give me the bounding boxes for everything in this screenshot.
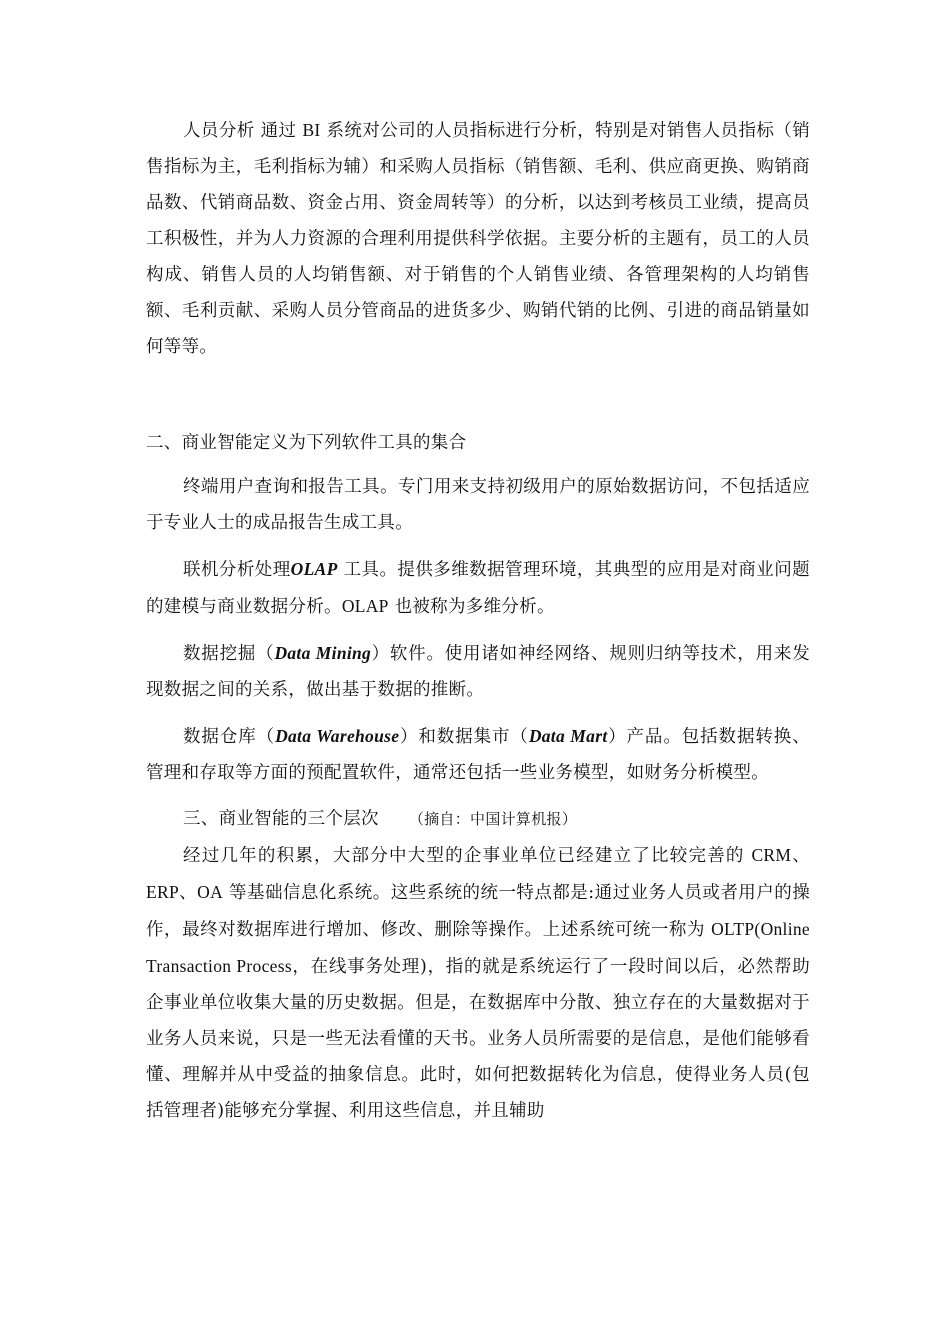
- oa-term: OA: [197, 882, 224, 902]
- text-run: 、: [791, 846, 810, 866]
- text-run: 经过几年的积累，大部分中大型的企事业单位已经建立了比较完善的: [183, 846, 752, 866]
- item-olap: [146, 551, 810, 625]
- text-run: 联机分析处理: [183, 560, 291, 580]
- spacer: [146, 365, 810, 425]
- olap-term: OLAP: [290, 559, 338, 579]
- text-run: 工具。提供多维数据管理环境，其典型的应用是对商业问题的建模与商业数据分析。: [146, 560, 810, 617]
- section2-heading: 二、商业智能定义为下列软件工具的集合: [146, 433, 467, 453]
- spacer: [146, 541, 810, 551]
- text-run: 也被称为多维分析。: [388, 597, 555, 617]
- spacer: [146, 625, 810, 635]
- text-run: 系统对公司的人员指标进行分析，特别是对销售人员指标（销售指标为主，毛利指标为辅）和采购人员指标（销售额、毛利、供应商更换、购销商品数、代销商品数、资金占用、资金周转等）的分析，以达到考核员工业绩，提高员工积极性，并为人力资源的合理利用提供科学依据。主要分析的主题有，员工的人员构成、销售人员的人均销售额、对于销售的个人销售业绩、各管理架构的人均销售额、毛利贡献、采购人员分管商品的进货多少、购销代销的比例、引进的商品销量如何等等。: [146, 121, 810, 357]
- item-data-mining: [146, 635, 810, 708]
- text-run: ）产品。包括数据转换、管理和存取等方面的预配置软件，通常还包括一些业务模型，如财务分析模型。: [146, 727, 810, 783]
- text-run: ）和数据集市（: [399, 727, 529, 747]
- item-data-warehouse: [146, 718, 810, 791]
- data-warehouse-term: Data Warehouse: [275, 726, 400, 746]
- crm-term: CRM: [751, 845, 792, 865]
- data-mining-term: Data Mining: [274, 643, 372, 663]
- personnel-analysis-paragraph: [146, 112, 810, 365]
- source-note: （摘自：中国计算机报）: [408, 810, 578, 828]
- text-run: 等基础信息化系统。这些系统的统一特点都是:通过业务人员或者用户的操作，最终对数据库进行增加、修改、删除等操作。上述系统可统一称为: [146, 883, 810, 940]
- spacer: [146, 708, 810, 718]
- text-run: ）软件。使用诸如神经网络、规则归纳等技术，用来发现数据之间的关系，做出基于数据的推断。: [146, 644, 810, 700]
- text-run: 通过: [260, 121, 303, 141]
- document-page: [146, 112, 810, 1129]
- three-levels-paragraph: [146, 837, 810, 1129]
- spacer: [146, 791, 810, 801]
- text-run: ，在线事务处理)，指的就是系统运行了一段时间以后，必然帮助企事业单位收集大量的历史数据。但是，在数据库中分散、独立存在的大量数据对于业务人员来说，只是一些无法看懂的天书。业务人员所需要的是信息，是他们能够看懂、理解并从中受益的抽象信息。此时，如何把数据转化为信息，使得业务人员(包括管理者)能够充分掌握、利用这些信息，并且辅助: [146, 957, 810, 1121]
- bi-term: BI: [302, 120, 321, 140]
- oltp-term: OLTP(Online Transaction Process: [146, 919, 810, 976]
- erp-term: ERP: [146, 882, 179, 902]
- item-query-tools: 终端用户查询和报告工具。专门用来支持初级用户的原始数据访问，不包括适应于专业人士的成品报告生成工具。: [146, 477, 810, 533]
- section3-heading: [146, 801, 810, 837]
- spacer: [146, 461, 810, 469]
- text-run: 数据挖掘（: [183, 644, 275, 664]
- lead-term: 人员分析: [183, 121, 255, 141]
- olap-term-plain: OLAP: [341, 596, 389, 616]
- data-mart-term: Data Mart: [528, 726, 608, 746]
- section3-title: 三、商业智能的三个层次: [183, 809, 379, 829]
- text-run: 数据仓库（: [183, 727, 276, 747]
- text-run: 、: [179, 883, 198, 903]
